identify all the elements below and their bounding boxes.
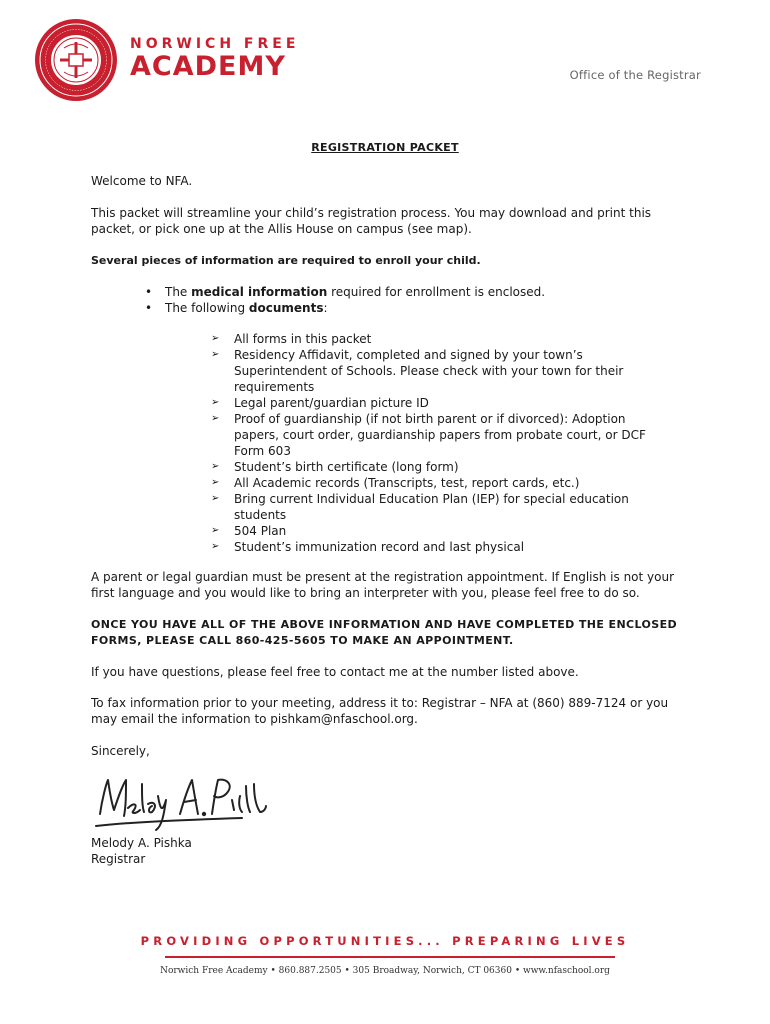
signer-name: Melody A. Pishka — [91, 836, 192, 850]
handwritten-signature — [92, 770, 282, 834]
welcome-line: Welcome to NFA. — [91, 174, 193, 188]
arrow-bullet-icon: ➢ — [211, 349, 220, 360]
bullet-post: : — [323, 301, 328, 315]
footer-tagline: PROVIDING OPPORTUNITIES... PREPARING LIVES — [140, 934, 630, 948]
bullet-pre: The — [165, 285, 192, 299]
bullet-text — [165, 300, 328, 316]
fax-text: To fax information prior to your meeting, address it to: Registrar – NFA at (860) 889-7124 or you may email the information to pishkam@nfaschool.org. — [91, 696, 669, 726]
list-item — [145, 284, 545, 300]
arrow-bullet-icon: ➢ — [211, 525, 220, 536]
list-item — [211, 331, 671, 347]
list-item — [211, 475, 671, 491]
bullet-text — [165, 284, 545, 300]
arrow-bullet-icon: ➢ — [211, 413, 220, 424]
brand-line-2: ACADEMY — [130, 51, 286, 82]
document-item: Student’s immunization record and last physical — [234, 540, 525, 554]
guardian-paragraph — [91, 569, 681, 601]
document-item: Proof of guardianship (if not birth parent or if divorced): Adoption papers, court order, guardianship papers from probate court, or DCF Form 603 — [234, 412, 646, 458]
list-item — [211, 539, 671, 555]
brand-line-1: NORWICH FREE — [130, 36, 300, 52]
academy-seal-logo — [34, 18, 118, 102]
bullet-post: required for enrollment is enclosed. — [327, 285, 546, 299]
guardian-note-text: A parent or legal guardian must be present at the registration appointment. If English is not your first language and you would like to bring an interpreter with you, please feel free to do so. — [91, 570, 675, 600]
document-item: Legal parent/guardian picture ID — [234, 396, 429, 410]
documents-list — [211, 331, 671, 555]
page-title: REGISTRATION PACKET — [311, 141, 459, 154]
footer-divider — [165, 956, 615, 958]
document-item: All Academic records (Transcripts, test, report cards, etc.) — [234, 476, 580, 490]
arrow-bullet-icon: ➢ — [211, 333, 220, 344]
arrow-bullet-icon: ➢ — [211, 493, 220, 504]
fax-paragraph — [91, 695, 681, 727]
footer-address: Norwich Free Academy • 860.887.2505 • 305 Broadway, Norwich, CT 06360 • www.nfaschool.org — [160, 966, 610, 976]
bullet-icon: • — [145, 285, 153, 299]
list-item — [145, 300, 545, 316]
welcome-text — [91, 173, 681, 189]
required-heading — [91, 253, 681, 269]
required-heading-text: Several pieces of information are required to enroll your child. — [91, 254, 481, 267]
list-item — [211, 523, 671, 539]
signer-block — [91, 835, 681, 867]
bullet-icon: • — [145, 301, 153, 315]
bullet-bold: medical information — [191, 285, 328, 299]
signer-title: Registrar — [91, 852, 146, 866]
arrow-bullet-icon: ➢ — [211, 397, 220, 408]
document-item: Student’s birth certificate (long form) — [234, 460, 459, 474]
questions-text: If you have questions, please feel free to contact me at the number listed above. — [91, 665, 579, 679]
academy-wordmark — [130, 36, 299, 82]
info-bullet-list — [145, 284, 545, 316]
bullet-pre: The following — [165, 301, 249, 315]
list-item — [211, 395, 671, 411]
document-item: Residency Affidavit, completed and signed by your town’s Superintendent of Schools. Please check with your town for their requirements — [234, 348, 624, 394]
call-note-text: ONCE YOU HAVE ALL OF THE ABOVE INFORMATION AND HAVE COMPLETED THE ENCLOSED FORMS, PLEASE CALL 860-425-5605 TO MAKE AN APPOINTMENT. — [91, 618, 678, 647]
closing-text: Sincerely, — [91, 744, 150, 758]
list-item — [211, 347, 671, 395]
questions-paragraph — [91, 664, 681, 680]
arrow-bullet-icon: ➢ — [211, 477, 220, 488]
call-paragraph — [91, 617, 681, 649]
document-item: All forms in this packet — [234, 332, 372, 346]
list-item — [211, 411, 671, 459]
office-label: Office of the Registrar — [569, 68, 701, 82]
list-item — [211, 459, 671, 475]
arrow-bullet-icon: ➢ — [211, 541, 220, 552]
intro-text: This packet will streamline your child’s registration process. You may download and print this packet, or pick one up at the Allis House on campus (see map). — [91, 206, 652, 236]
document-item: 504 Plan — [234, 524, 287, 538]
arrow-bullet-icon: ➢ — [211, 461, 220, 472]
list-item — [211, 491, 671, 523]
closing — [91, 743, 681, 759]
bullet-bold: documents — [248, 301, 324, 315]
document-item: Bring current Individual Education Plan (IEP) for special education students — [234, 492, 629, 522]
intro-paragraph — [91, 205, 681, 237]
